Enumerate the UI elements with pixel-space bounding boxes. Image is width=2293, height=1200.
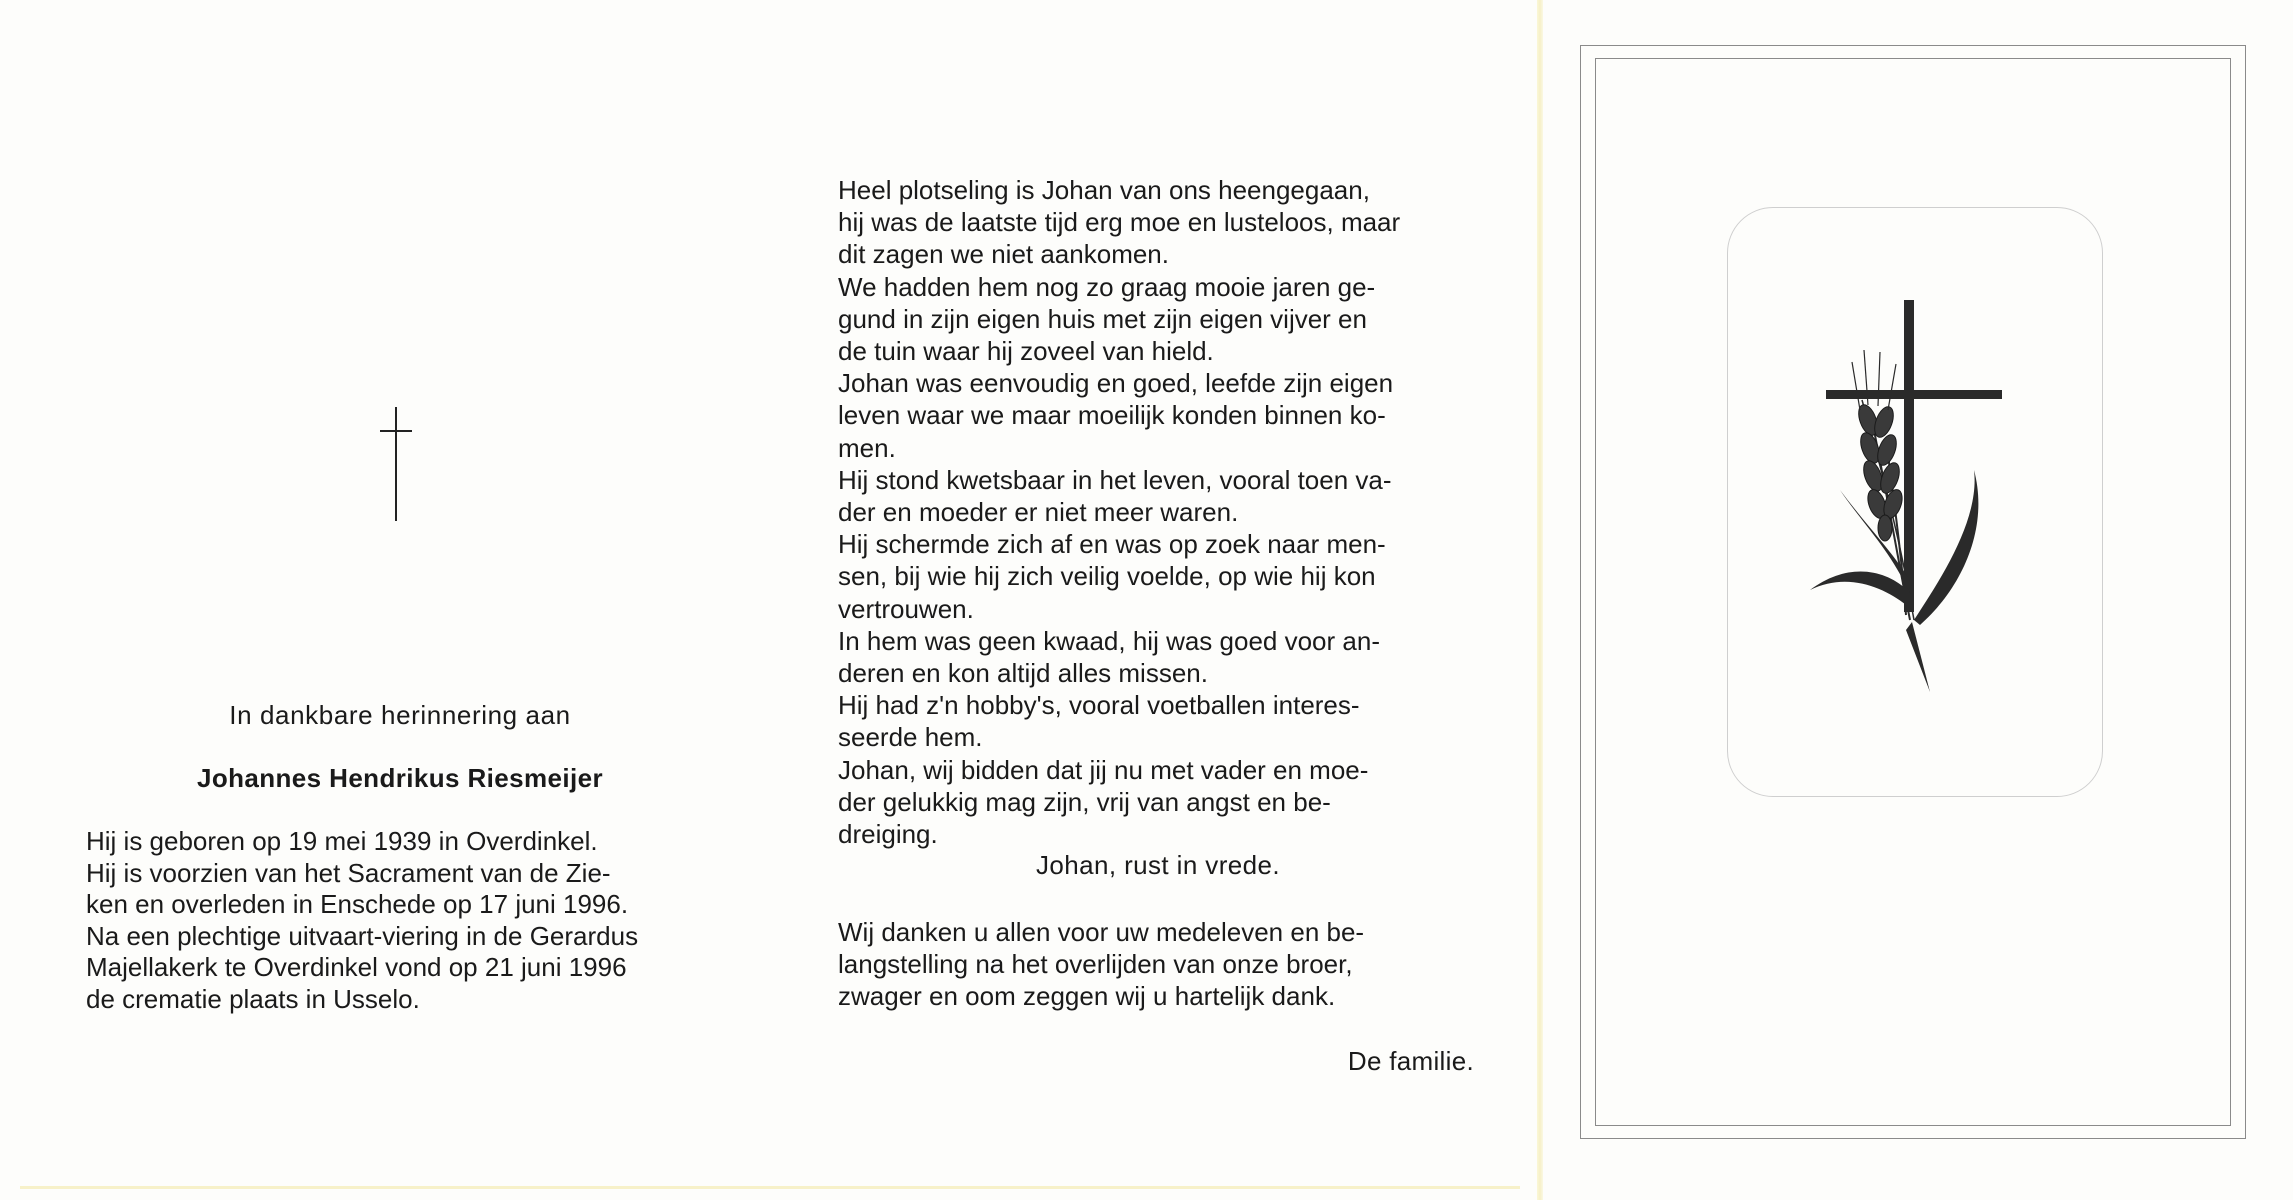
thanks-line: langstelling na het overlijden van onze broer,	[838, 949, 1353, 980]
text-line: sen, bij wie hij zich veilig voelde, op wie hij kon	[838, 561, 1376, 592]
text-line: gund in zijn eigen huis met zijn eigen vijver en	[838, 303, 1367, 334]
text-line: We hadden hem nog zo graag mooie jaren ge-	[838, 271, 1376, 302]
text-line: Heel plotseling is Johan van ons heengegaan,	[838, 175, 1370, 205]
farewell-line: Johan, rust in vrede.	[1036, 850, 1280, 880]
thanks-line: Wij danken u allen voor uw medeleven en be-	[838, 917, 1365, 947]
bio-line: ken en overleden in Enschede op 17 juni 1996.	[86, 889, 629, 919]
text-line: seerde hem.	[838, 722, 983, 753]
text-line: dreiging.	[838, 819, 938, 850]
bio-line: Na een plechtige uitvaart-viering in de Gerardus	[86, 920, 639, 951]
text-line: Hij had z'n hobby's, vooral voetballen interes-	[838, 690, 1360, 721]
text-line: der en moeder er niet meer waren.	[838, 497, 1239, 528]
paper-edge	[20, 1186, 1520, 1189]
cross-vertical-bar	[395, 407, 397, 521]
text-line: der gelukkig mag zijn, vrij van angst en be-	[838, 786, 1331, 817]
text-line: Hij stond kwetsbaar in het leven, vooral toen va-	[838, 464, 1392, 495]
card-fold	[1537, 0, 1543, 1200]
bio-line: Hij is geboren op 19 mei 1939 in Overdinkel.	[86, 826, 598, 856]
text-line: leven waar we maar moeilijk konden binnen ko-	[838, 400, 1386, 431]
bio-line: de crematie plaats in Usselo.	[86, 983, 420, 1014]
text-line: men.	[838, 432, 896, 463]
emblem-cross-vertical	[1904, 300, 1914, 612]
memorial-text	[838, 174, 1478, 850]
bio-paragraph	[86, 826, 746, 1015]
bio-line: Majellakerk te Overdinkel vond op 21 juni 1996	[86, 952, 627, 982]
thanks-line: zwager en oom zeggen wij u hartelijk dank.	[838, 981, 1336, 1012]
cross-with-wheat-icon	[1790, 290, 2030, 710]
bio-line: Hij is voorzien van het Sacrament van de Zie-	[86, 857, 611, 888]
text-line: In hem was geen kwaad, hij was goed voor an-	[838, 625, 1380, 656]
cross-horizontal-bar	[380, 430, 412, 432]
text-line: Johan, wij bidden dat jij nu met vader en moe-	[838, 754, 1369, 785]
text-line: deren en kon altijd alles missen.	[838, 658, 1208, 689]
emblem-cross-horizontal	[1826, 390, 2002, 399]
deceased-name: Johannes Hendrikus Riesmeijer	[196, 763, 604, 793]
text-line: Johan was eenvoudig en goed, leefde zijn eigen	[838, 368, 1394, 399]
text-line: hij was de laatste tijd erg moe en lusteloos, maar	[838, 207, 1401, 238]
text-line: vertrouwen.	[838, 593, 974, 624]
cross-icon	[380, 407, 412, 521]
thanks-paragraph	[838, 916, 1478, 1013]
signoff: De familie.	[1347, 1046, 1474, 1076]
text-line: dit zagen we niet aankomen.	[838, 239, 1169, 270]
text-line: de tuin waar hij zoveel van hield.	[838, 336, 1214, 367]
dedication-line: In dankbare herinnering aan	[229, 700, 571, 730]
text-line: Hij schermde zich af en was op zoek naar men-	[838, 529, 1386, 560]
